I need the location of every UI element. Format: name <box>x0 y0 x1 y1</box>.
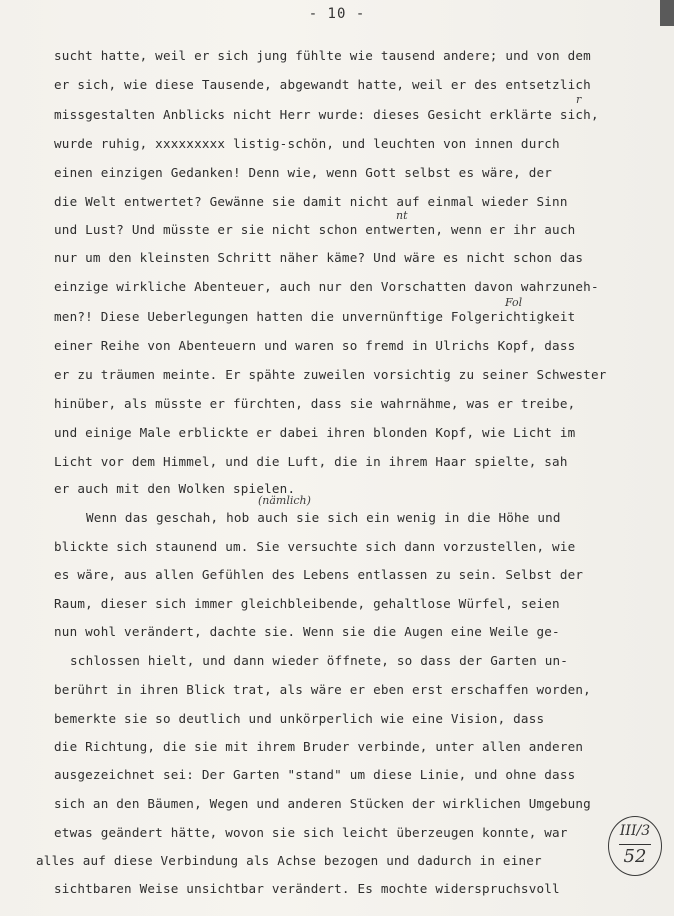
text-line: schlossen hielt, und dann wieder öffnete, so dass der Garten un- <box>70 653 569 668</box>
text-line: er auch mit den Wolken spielen. <box>54 481 296 496</box>
text-line: etwas geändert hätte, wovon sie sich leicht überzeugen konnte, war <box>54 825 568 840</box>
text-line: blickte sich staunend um. Sie versuchte sich dann vorzustellen, wie <box>54 539 576 554</box>
text-line: er zu träumen meinte. Er spähte zuweilen vorsichtig zu seiner Schwester <box>54 367 607 382</box>
text-line: und einige Male erblickte er dabei ihren blonden Kopf, wie Licht im <box>54 425 576 440</box>
text-line: nur um den kleinsten Schritt näher käme? Und wäre es nicht schon das <box>54 250 584 265</box>
text-line: missgestalten Anblicks nicht Herr wurde: dieses Gesicht erklärte sich, <box>54 107 599 122</box>
text-line: einen einzigen Gedanken! Denn wie, wenn Gott selbst es wäre, der <box>54 165 553 180</box>
stamp-divider <box>619 844 651 845</box>
text-line: die Welt entwertet? Gewänne sie damit nicht auf einmal wieder Sinn <box>54 194 568 209</box>
text-line: wurde ruhig, xxxxxxxxx listig-schön, und leuchten von innen durch <box>54 136 560 151</box>
text-line: Raum, dieser sich immer gleichbleibende, gehaltlose Würfel, seien <box>54 596 560 611</box>
archive-stamp <box>608 816 662 876</box>
text-line: nun wohl verändert, dachte sie. Wenn sie die Augen eine Weile ge- <box>54 624 560 639</box>
text-line: er sich, wie diese Tausende, abgewandt hatte, weil er des entsetzlich <box>54 77 591 92</box>
text-line: sich an den Bäumen, Wegen und anderen Stücken der wirklichen Umgebung <box>54 796 591 811</box>
text-line: hinüber, als müsste er fürchten, dass sie wahrnähme, was er treibe, <box>54 396 576 411</box>
stamp-top-label: III/3 <box>619 823 651 839</box>
text-line: Licht vor dem Himmel, und die Luft, die in ihrem Haar spielte, sah <box>54 454 568 469</box>
text-line: ausgezeichnet sei: Der Garten "stand" um diese Linie, und ohne dass <box>54 767 576 782</box>
text-line: alles auf diese Verbindung als Achse bezogen und dadurch in einer <box>36 853 542 868</box>
text-line: Wenn das geschah, hob auch sie sich ein wenig in die Höhe und <box>86 510 561 525</box>
handwritten-annotation: (nämlich) <box>258 494 311 507</box>
text-line: einer Reihe von Abenteuern und waren so fremd in Ulrichs Kopf, dass <box>54 338 576 353</box>
text-line: einzige wirkliche Abenteuer, auch nur den Vorschatten davon wahrzuneh- <box>54 279 599 294</box>
handwritten-annotation: r <box>576 93 582 106</box>
handwritten-annotation: Fol <box>505 296 523 309</box>
corner-mark <box>660 0 674 26</box>
text-line: bemerkte sie so deutlich und unkörperlich wie eine Vision, dass <box>54 711 545 726</box>
handwritten-annotation: nt <box>396 209 408 222</box>
text-line: sucht hatte, weil er sich jung fühlte wie tausend andere; und von dem <box>54 48 591 63</box>
text-line: sichtbaren Weise unsichtbar verändert. Es mochte widerspruchsvoll <box>54 881 560 896</box>
text-line: men?! Diese Ueberlegungen hatten die unvernünftige Folgerichtigkeit <box>54 309 576 324</box>
text-line: berührt in ihren Blick trat, als wäre er eben erst erschaffen worden, <box>54 682 591 697</box>
text-line: die Richtung, die sie mit ihrem Bruder verbinde, unter allen anderen <box>54 739 584 754</box>
text-line: es wäre, aus allen Gefühlen des Lebens entlassen zu sein. Selbst der <box>54 567 584 582</box>
text-line: und Lust? Und müsste er sie nicht schon entwerten, wenn er ihr auch <box>54 222 576 237</box>
page-number: - 10 - <box>308 6 366 22</box>
stamp-bottom-label: 52 <box>623 846 647 867</box>
